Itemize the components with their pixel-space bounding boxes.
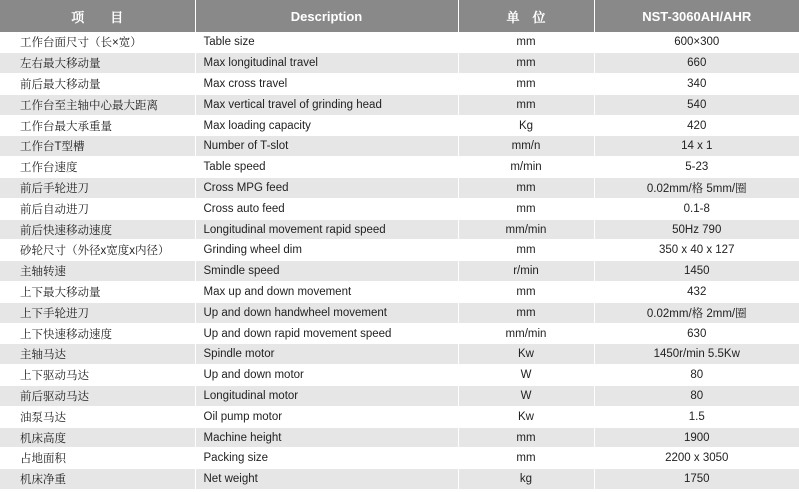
row-description: Up and down handwheel movement — [195, 302, 458, 323]
row-item-cn: 前后驱动马达 — [0, 386, 195, 407]
row-description: Cross auto feed — [195, 198, 458, 219]
row-item-cn: 工作台速度 — [0, 157, 195, 178]
row-item-cn: 上下驱动马达 — [0, 365, 195, 386]
row-unit: W — [458, 365, 594, 386]
header-item: 项 目 — [0, 0, 195, 32]
row-unit: mm — [458, 32, 594, 53]
row-unit: W — [458, 386, 594, 407]
row-description: Machine height — [195, 427, 458, 448]
table-row — [0, 323, 799, 344]
table-row — [0, 74, 799, 95]
row-unit: mm — [458, 448, 594, 469]
row-unit: mm — [458, 302, 594, 323]
row-value: 630 — [594, 323, 799, 344]
row-description: Max up and down movement — [195, 282, 458, 303]
row-value: 660 — [594, 53, 799, 74]
table-row — [0, 448, 799, 469]
row-item-cn: 机床高度 — [0, 427, 195, 448]
row-description: Table size — [195, 32, 458, 53]
table-row — [0, 32, 799, 53]
table-row — [0, 261, 799, 282]
row-item-cn: 工作台至主轴中心最大距离 — [0, 94, 195, 115]
row-item-cn: 工作台面尺寸（长×宽） — [0, 32, 195, 53]
row-value: 0.1-8 — [594, 198, 799, 219]
row-unit: mm/n — [458, 136, 594, 157]
row-unit: mm — [458, 198, 594, 219]
row-unit: mm — [458, 427, 594, 448]
table-row — [0, 94, 799, 115]
row-description: Grinding wheel dim — [195, 240, 458, 261]
row-unit: mm/min — [458, 219, 594, 240]
row-item-cn: 左右最大移动量 — [0, 53, 195, 74]
table-row — [0, 302, 799, 323]
row-item-cn: 前后最大移动量 — [0, 74, 195, 95]
row-item-cn: 主轴转速 — [0, 261, 195, 282]
table-row — [0, 469, 799, 490]
row-description: Oil pump motor — [195, 406, 458, 427]
row-value: 420 — [594, 115, 799, 136]
row-description: Max vertical travel of grinding head — [195, 94, 458, 115]
table-row — [0, 157, 799, 178]
row-description: Number of T-slot — [195, 136, 458, 157]
row-unit: mm — [458, 94, 594, 115]
table-row — [0, 386, 799, 407]
row-value: 2200 x 3050 — [594, 448, 799, 469]
table-row — [0, 178, 799, 199]
row-description: Max longitudinal travel — [195, 53, 458, 74]
row-value: 80 — [594, 386, 799, 407]
table-row — [0, 406, 799, 427]
row-item-cn: 机床净重 — [0, 469, 195, 490]
row-value: 0.02mm/格 5mm/圈 — [594, 178, 799, 199]
row-unit: r/min — [458, 261, 594, 282]
row-unit: Kw — [458, 344, 594, 365]
table-row — [0, 115, 799, 136]
row-unit: m/min — [458, 157, 594, 178]
row-item-cn: 前后手轮进刀 — [0, 178, 195, 199]
row-item-cn: 砂轮尺寸（外径x宽度x内径） — [0, 240, 195, 261]
spec-body — [0, 32, 799, 490]
row-description: Packing size — [195, 448, 458, 469]
row-description: Max cross travel — [195, 74, 458, 95]
table-row — [0, 198, 799, 219]
row-description: Max loading capacity — [195, 115, 458, 136]
row-value: 1.5 — [594, 406, 799, 427]
row-item-cn: 工作台T型槽 — [0, 136, 195, 157]
header-description: Description — [195, 0, 458, 32]
row-unit: Kg — [458, 115, 594, 136]
row-value: 350 x 40 x 127 — [594, 240, 799, 261]
row-item-cn: 上下最大移动量 — [0, 282, 195, 303]
table-row — [0, 365, 799, 386]
row-value: 50Hz 790 — [594, 219, 799, 240]
row-item-cn: 主轴马达 — [0, 344, 195, 365]
row-item-cn: 上下快速移动速度 — [0, 323, 195, 344]
table-row — [0, 344, 799, 365]
row-item-cn: 油泵马达 — [0, 406, 195, 427]
row-item-cn: 前后自动进刀 — [0, 198, 195, 219]
row-value: 0.02mm/格 2mm/圈 — [594, 302, 799, 323]
row-description: Cross MPG feed — [195, 178, 458, 199]
row-value: 600×300 — [594, 32, 799, 53]
row-value: 1450r/min 5.5Kw — [594, 344, 799, 365]
table-row — [0, 53, 799, 74]
table-row — [0, 219, 799, 240]
row-description: Smindle speed — [195, 261, 458, 282]
row-description: Longitudinal motor — [195, 386, 458, 407]
table-row — [0, 136, 799, 157]
header-model: NST-3060AH/AHR — [594, 0, 799, 32]
row-item-cn: 工作台最大承重量 — [0, 115, 195, 136]
row-value: 540 — [594, 94, 799, 115]
row-unit: mm — [458, 240, 594, 261]
row-unit: kg — [458, 469, 594, 490]
row-description: Net weight — [195, 469, 458, 490]
row-item-cn: 前后快速移动速度 — [0, 219, 195, 240]
row-description: Up and down motor — [195, 365, 458, 386]
row-value: 5-23 — [594, 157, 799, 178]
row-value: 14 x 1 — [594, 136, 799, 157]
row-value: 1900 — [594, 427, 799, 448]
row-value: 80 — [594, 365, 799, 386]
row-unit: Kw — [458, 406, 594, 427]
row-unit: mm — [458, 53, 594, 74]
row-item-cn: 占地面积 — [0, 448, 195, 469]
table-row — [0, 240, 799, 261]
row-value: 1750 — [594, 469, 799, 490]
row-unit: mm — [458, 74, 594, 95]
row-unit: mm/min — [458, 323, 594, 344]
row-item-cn: 上下手轮进刀 — [0, 302, 195, 323]
table-row — [0, 282, 799, 303]
row-value: 340 — [594, 74, 799, 95]
row-description: Longitudinal movement rapid speed — [195, 219, 458, 240]
header-row — [0, 0, 799, 32]
header-unit: 单 位 — [458, 0, 594, 32]
table-row — [0, 427, 799, 448]
row-unit: mm — [458, 282, 594, 303]
row-description: Table speed — [195, 157, 458, 178]
row-description: Spindle motor — [195, 344, 458, 365]
row-value: 1450 — [594, 261, 799, 282]
row-unit: mm — [458, 178, 594, 199]
row-description: Up and down rapid movement speed — [195, 323, 458, 344]
row-value: 432 — [594, 282, 799, 303]
